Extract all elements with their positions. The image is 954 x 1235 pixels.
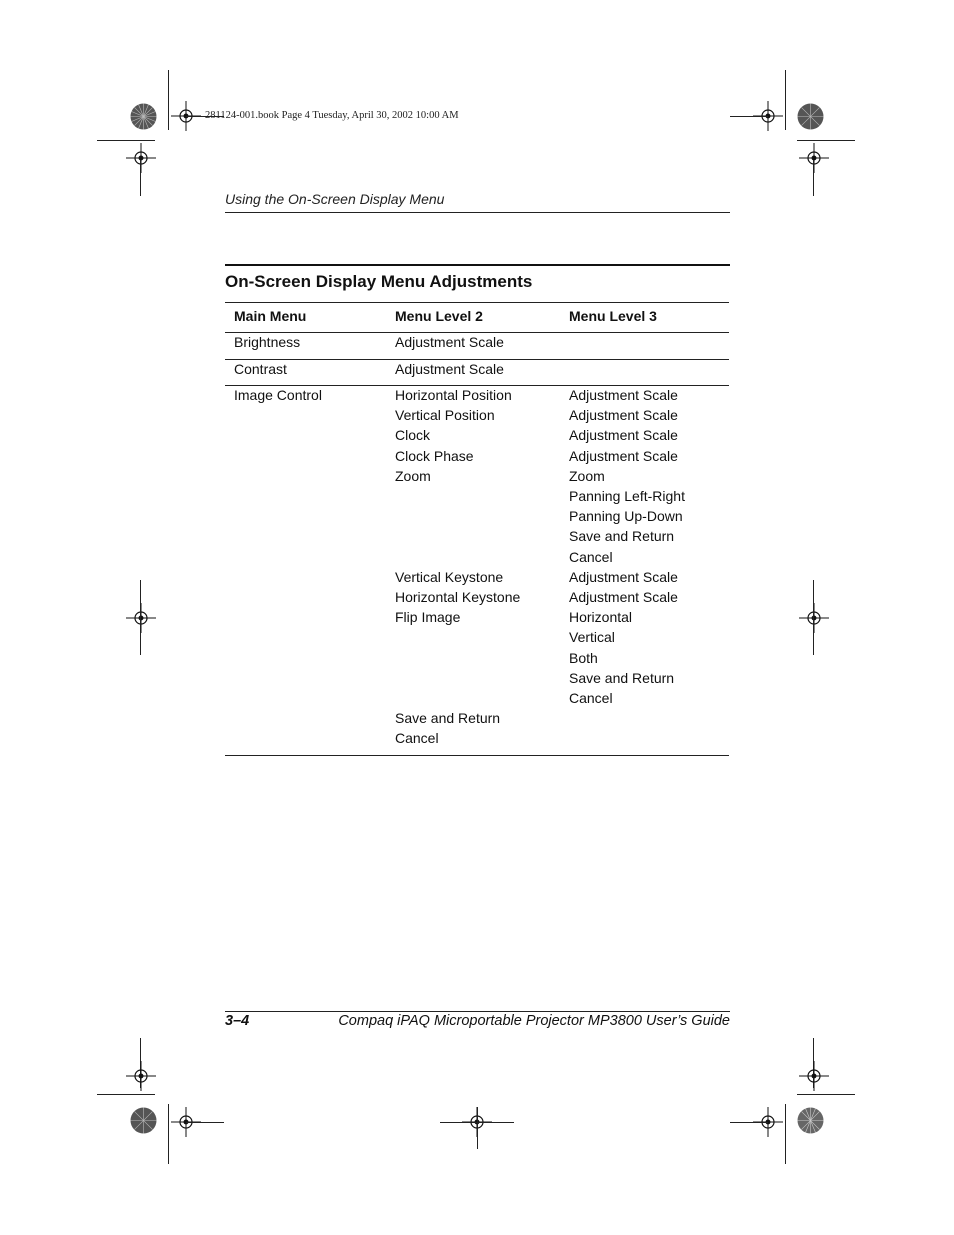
starburst-registration-icon	[797, 103, 824, 130]
table-cell-level3: Adjustment Scale Adjustment Scale Adjustment Scale Adjustment Scale Zoom Panning Left-Right Panning Up-Down Save and Return Cancel Adjustment Scale Adjustment Scale Horizontal Vertical Both Save and Return Cancel	[569, 387, 685, 707]
crosshair-registration-icon	[126, 603, 156, 633]
crop-mark	[477, 1107, 478, 1149]
footer-rule	[225, 1011, 730, 1012]
crop-mark	[797, 1094, 855, 1095]
crop-mark	[730, 1122, 768, 1123]
crop-mark	[140, 580, 141, 655]
table-top-rule	[225, 302, 729, 303]
crop-mark	[140, 160, 141, 196]
table-header-menu-level-2: Menu Level 2	[395, 308, 483, 324]
footer-book-title: Compaq iPAQ Microportable Projector MP3800 User’s Guide	[338, 1013, 730, 1029]
crop-mark	[785, 1104, 786, 1164]
table-cell-main: Image Control	[234, 387, 322, 403]
crosshair-registration-icon	[126, 143, 156, 173]
starburst-registration-icon	[130, 103, 157, 130]
crop-mark	[785, 70, 786, 130]
title-top-rule	[225, 264, 730, 266]
table-cell-main: Brightness	[234, 334, 301, 350]
print-slug-text: 281124-001.book Page 4 Tuesday, April 30, 2002 10:00 AM	[205, 110, 459, 121]
crop-mark	[186, 1122, 224, 1123]
crop-mark	[97, 1094, 155, 1095]
starburst-registration-icon	[797, 1107, 824, 1134]
crop-mark	[797, 140, 855, 141]
table-cell-main: Contrast	[234, 361, 287, 377]
crop-mark	[813, 580, 814, 655]
table-cell-level2: Adjustment Scale	[395, 361, 504, 377]
crop-mark	[168, 1104, 169, 1164]
crosshair-registration-icon	[799, 603, 829, 633]
crop-mark	[97, 140, 155, 141]
crop-mark	[168, 70, 169, 130]
crosshair-registration-icon	[126, 1061, 156, 1091]
running-header: Using the On-Screen Display Menu	[225, 191, 445, 207]
table-bottom-rule	[225, 755, 729, 756]
table-cell-level2: Horizontal Position Vertical Position Clock Clock Phase Zoom Vertical Keystone Horizontal Keystone Flip Image Save and Return Cancel	[395, 387, 521, 747]
crop-mark	[813, 160, 814, 196]
page-number: 3–4	[225, 1013, 250, 1029]
crosshair-registration-icon	[799, 143, 829, 173]
table-header-main-menu: Main Menu	[234, 308, 307, 324]
table-header-menu-level-3: Menu Level 3	[569, 308, 657, 324]
starburst-registration-icon	[130, 1107, 157, 1134]
section-title: On-Screen Display Menu Adjustments	[225, 272, 533, 291]
header-rule	[225, 212, 730, 213]
crop-mark	[730, 116, 768, 117]
crosshair-registration-icon	[799, 1061, 829, 1091]
table-cell-level2: Adjustment Scale	[395, 334, 504, 350]
